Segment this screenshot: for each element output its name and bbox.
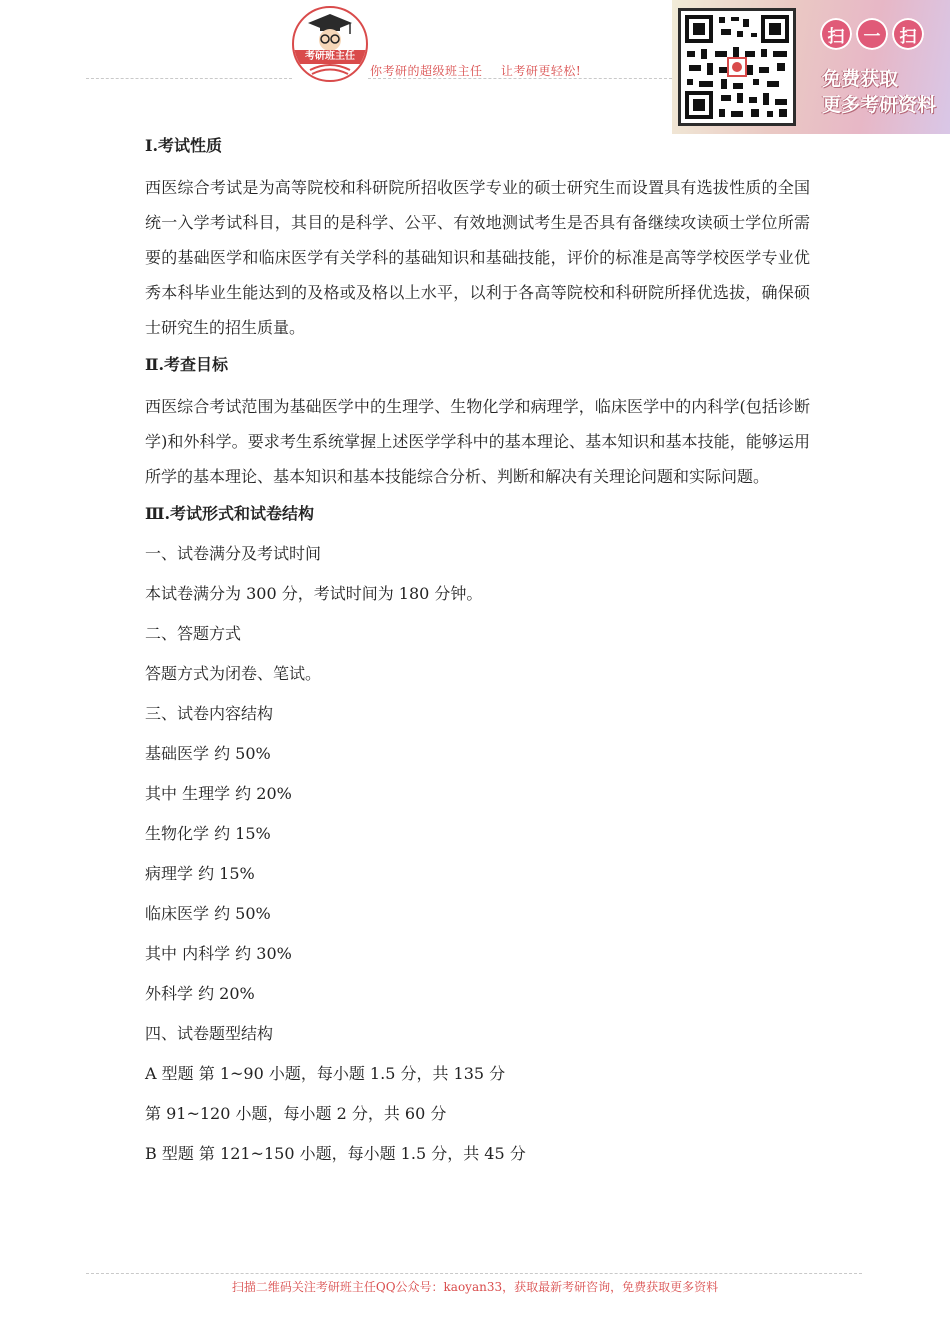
badge-scan-3: 扫 — [892, 18, 924, 50]
promo-line-1: 免费获取 — [822, 68, 899, 90]
list-item: 本试卷满分为 300 分，考试时间为 180 分钟。 — [145, 584, 483, 603]
list-item: 临床医学 约 50% — [145, 904, 271, 923]
list-item: 生物化学 约 15% — [145, 824, 271, 843]
section-title-exam-nature: Ⅰ.考试性质 — [145, 136, 223, 155]
list-item: 第 91~120 小题，每小题 2 分，共 60 分 — [145, 1104, 447, 1123]
list-item: 答题方式为闭卷、笔试。 — [145, 664, 322, 683]
section-title-exam-format: Ⅲ.考试形式和试卷结构 — [145, 504, 315, 523]
list-item: 其中 生理学 约 20% — [145, 784, 292, 803]
exam-nature-paragraph: 西医综合考试是为高等院校和科研院所招收医学专业的硕士研究生而设置具有选拔性质的全国统一入学考试科目，其目的是科学、公平、有效地测试考生是否具有备继续攻读硕士学位所需要的基础医学和临床医学有关学科的基础知识和基础技能，评价的标准是高等学校医学专业优秀本科毕业生能达到的及格或及格以上水平，以利于各高等院校和科研院所择优选拔，确保硕士研究生的招生质量。 — [145, 178, 810, 337]
exam-objectives-paragraph: 西医综合考试范围为基础医学中的生理学、生物化学和病理学，临床医学中的内科学(包括诊断学)和外科学。要求考生系统掌握上述医学学科中的基本理论、基本知识和基本技能，能够运用所学的基本理论、基本知识和基本技能综合分析、判断和解决有关理论问题和实际问题。 — [145, 397, 810, 486]
section-title-exam-objectives: Ⅱ.考查目标 — [145, 355, 229, 374]
slogan-left: 你考研的超级班主任 — [370, 64, 483, 78]
badge-scan-1: 扫 — [820, 18, 852, 50]
scan-badges — [820, 18, 924, 50]
list-item: A 型题 第 1~90 小题，每小题 1.5 分，共 135 分 — [145, 1064, 506, 1083]
qr-promo-banner[interactable] — [672, 0, 950, 134]
header-divider-left — [86, 78, 292, 79]
graduate-mascot-icon — [294, 8, 366, 80]
list-item: 其中 内科学 约 30% — [145, 944, 292, 963]
badge-scan-2: 一 — [856, 18, 888, 50]
header-slogan — [370, 62, 595, 79]
slogan-right: 让考研更轻松! — [500, 64, 582, 78]
document-body — [145, 126, 810, 1174]
list-item: 病理学 约 15% — [145, 864, 255, 883]
logo-text: 考研班主任 — [294, 50, 366, 64]
list-item: 四、试卷题型结构 — [145, 1024, 274, 1043]
footer-text: 扫描二维码关注考研班主任QQ公众号：kaoyan33，获取最新考研咨询，免费获取更多资料 — [231, 1280, 719, 1294]
list-item: 二、答题方式 — [145, 624, 242, 643]
list-item: 外科学 约 20% — [145, 984, 255, 1003]
list-item: B 型题 第 121~150 小题，每小题 1.5 分，共 45 分 — [145, 1144, 526, 1163]
brand-logo — [292, 6, 368, 82]
list-item: 三、试卷内容结构 — [145, 704, 274, 723]
footer-divider — [86, 1273, 862, 1274]
qr-code-icon[interactable] — [678, 8, 796, 126]
promo-line-2: 更多考研资料 — [822, 94, 937, 116]
list-item: 基础医学 约 50% — [145, 744, 271, 763]
list-item: 一、试卷满分及考试时间 — [145, 544, 322, 563]
